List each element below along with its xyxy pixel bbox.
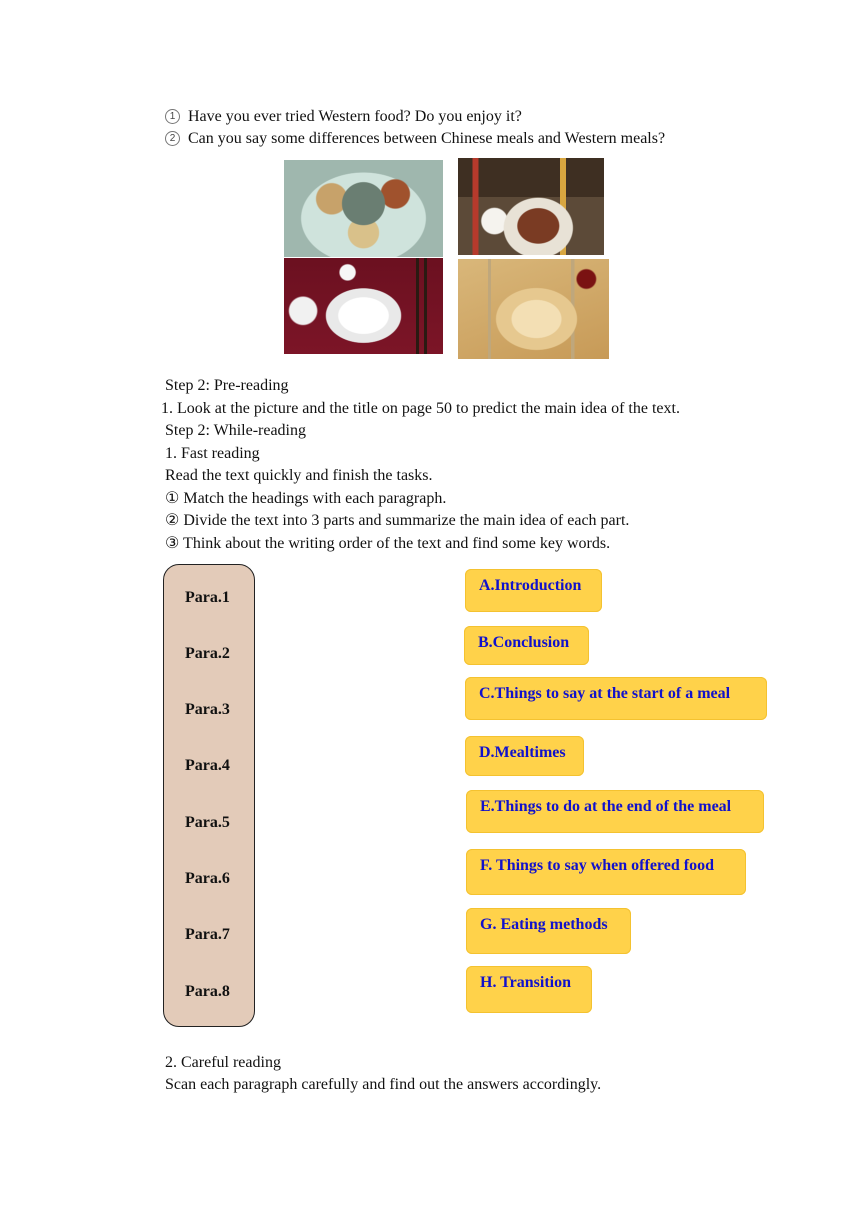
chinese-banquet-photo bbox=[284, 160, 443, 257]
western-steak-meal-photo bbox=[458, 158, 604, 255]
paragraph-label-6: Para.6 bbox=[185, 870, 230, 887]
heading-d-mealtimes[interactable]: D.Mealtimes bbox=[465, 736, 584, 776]
pre-reading-item: 1. Look at the picture and the title on page 50 to predict the main idea of the text. bbox=[161, 400, 680, 417]
circled-number-marker: 1 bbox=[165, 109, 180, 124]
heading-g-eating-methods[interactable]: G. Eating methods bbox=[466, 908, 631, 954]
paragraph-label-4: Para.4 bbox=[185, 757, 230, 774]
fast-reading-title: 1. Fast reading bbox=[165, 445, 260, 462]
chinese-place-setting-photo bbox=[284, 258, 443, 354]
heading-c-start-of-meal[interactable]: C.Things to say at the start of a meal bbox=[465, 677, 767, 720]
paragraph-list-box bbox=[163, 564, 255, 1027]
question-1 bbox=[165, 107, 522, 127]
heading-f-offered-food[interactable]: F. Things to say when offered food bbox=[466, 849, 746, 895]
task-1: ① Match the headings with each paragraph. bbox=[165, 490, 447, 507]
western-place-setting-photo bbox=[458, 259, 609, 359]
question-1-text: Have you ever tried Western food? Do you enjoy it? bbox=[188, 108, 522, 125]
pre-reading-step: Step 2: Pre-reading bbox=[165, 377, 289, 394]
paragraph-label-3: Para.3 bbox=[185, 701, 230, 718]
task-2: ② Divide the text into 3 parts and summarize the main idea of each part. bbox=[165, 512, 630, 529]
careful-reading-instruction: Scan each paragraph carefully and find out the answers accordingly. bbox=[165, 1076, 602, 1093]
question-2 bbox=[165, 129, 665, 149]
heading-e-end-of-meal[interactable]: E.Things to do at the end of the meal bbox=[466, 790, 764, 833]
heading-b-conclusion[interactable]: B.Conclusion bbox=[464, 626, 589, 665]
careful-reading-title: 2. Careful reading bbox=[165, 1054, 281, 1071]
circled-number-marker: 2 bbox=[165, 131, 180, 146]
fast-reading-instruction: Read the text quickly and finish the tasks. bbox=[165, 467, 433, 484]
paragraph-label-2: Para.2 bbox=[185, 645, 230, 662]
task-3: ③ Think about the writing order of the text and find some key words. bbox=[165, 535, 611, 552]
heading-h-transition[interactable]: H. Transition bbox=[466, 966, 592, 1013]
paragraph-label-7: Para.7 bbox=[185, 926, 230, 943]
paragraph-label-8: Para.8 bbox=[185, 983, 230, 1000]
paragraph-label-5: Para.5 bbox=[185, 814, 230, 831]
question-2-text: Can you say some differences between Chinese meals and Western meals? bbox=[188, 130, 666, 147]
paragraph-label-1: Para.1 bbox=[185, 589, 230, 606]
heading-a-introduction[interactable]: A.Introduction bbox=[465, 569, 602, 612]
while-reading-step: Step 2: While-reading bbox=[165, 422, 306, 439]
